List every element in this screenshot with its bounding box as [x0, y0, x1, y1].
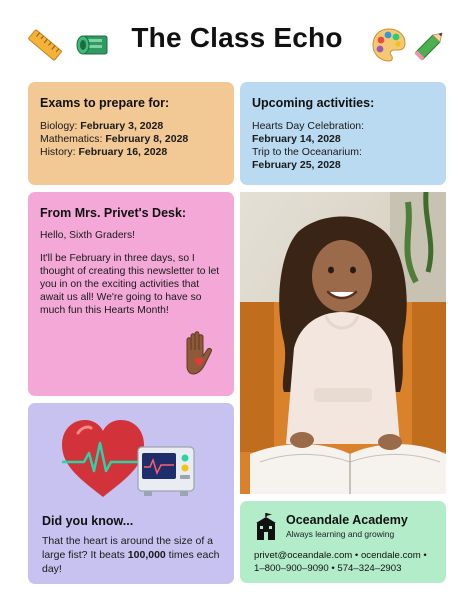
activity-name: Hearts Day Celebration: — [252, 120, 365, 132]
activity-name: Trip to the Oceanarium: — [252, 146, 362, 158]
did-you-know-card — [28, 403, 234, 584]
did-you-know-heading: Did you know... — [42, 514, 134, 528]
hand-heart-icon — [179, 330, 221, 378]
fact-text: That the heart is around the size of a large fist? It beats — [42, 535, 214, 561]
heart-monitor-icon — [58, 415, 208, 501]
activity-date: February 14, 2028 — [252, 133, 341, 145]
exam-item — [40, 146, 222, 159]
activity-date: February 25, 2028 — [252, 159, 341, 171]
exam-item — [40, 133, 222, 146]
did-you-know-text — [42, 534, 226, 576]
exam-date: February 16, 2028 — [78, 146, 168, 158]
exam-subject: Biology: — [40, 120, 78, 132]
activities-card — [240, 82, 446, 185]
activities-heading: Upcoming activities: — [252, 96, 375, 110]
paint-palette-icon — [370, 26, 408, 64]
academy-card — [240, 501, 446, 583]
exam-subject: Mathematics: — [40, 133, 103, 145]
exams-heading: Exams to prepare for: — [40, 96, 170, 110]
newsletter-title: The Class Echo — [131, 22, 343, 53]
desk-greeting: Hello, Sixth Graders! — [40, 230, 135, 241]
teacher-desk-card — [28, 192, 234, 396]
newsletter-header — [0, 0, 474, 80]
desk-body: It'll be February in three days, so I thought of creating this newsletter to let you in on the exciting activities that await us all! We're going to have so much fun this Hearts Month! — [40, 253, 220, 316]
exam-item — [40, 120, 222, 133]
school-building-icon — [254, 513, 278, 541]
girl-reading-book-photo — [240, 192, 446, 494]
exams-card — [28, 82, 234, 185]
desk-heading: From Mrs. Privet's Desk: — [40, 206, 187, 220]
photo-illustration — [240, 192, 446, 494]
pencil-icon — [412, 26, 448, 64]
academy-tagline: Always learning and growing — [286, 529, 395, 539]
academy-contact — [254, 549, 427, 575]
academy-contact-line1: privet@oceandale.com • ocendale.com • — [254, 550, 427, 561]
exam-date: February 3, 2028 — [80, 120, 164, 132]
academy-name: Oceandale Academy — [286, 513, 408, 527]
exam-date: February 8, 2028 — [105, 133, 189, 145]
fact-text-end: times each day! — [42, 549, 220, 575]
fact-number: 100,000 — [127, 549, 166, 561]
exam-subject: History: — [40, 146, 76, 158]
academy-contact-line2: 1–800–900–9090 • 574–324–2903 — [254, 563, 402, 574]
